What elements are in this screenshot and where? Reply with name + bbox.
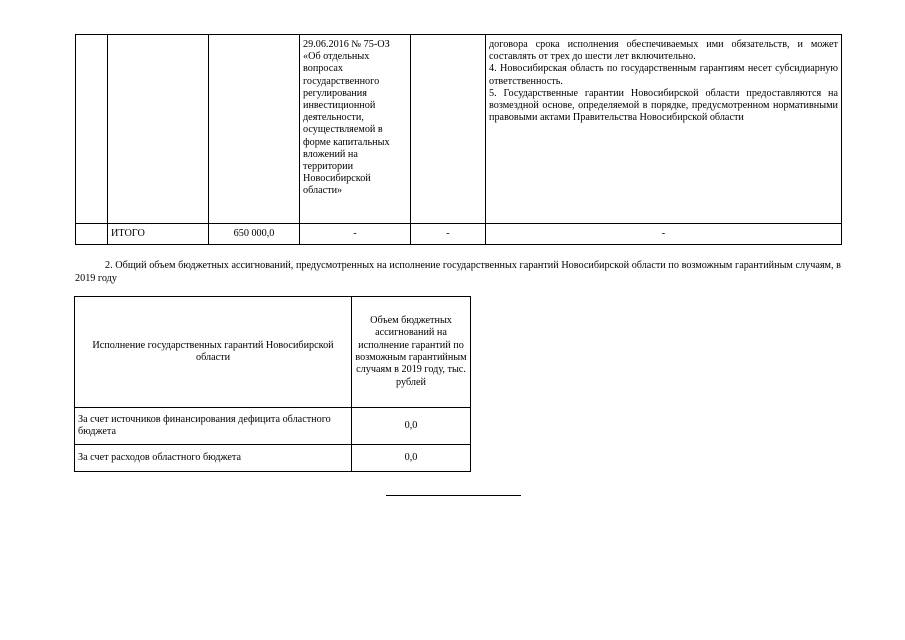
total-dash: - bbox=[486, 224, 842, 245]
table-header-row bbox=[75, 297, 471, 408]
total-amount: 650 000,0 bbox=[209, 224, 300, 245]
row-label: За счет источников финансирования дефицита областного бюджета bbox=[75, 408, 352, 445]
total-label: ИТОГО bbox=[108, 224, 209, 245]
header-guarantee-execution: Исполнение государственных гарантий Новосибирской области bbox=[75, 297, 352, 408]
table-cell-empty bbox=[411, 35, 486, 224]
row-value: 0,0 bbox=[352, 445, 471, 472]
table-row bbox=[75, 445, 471, 472]
table-cell-number bbox=[76, 35, 108, 224]
table-cell-principal bbox=[108, 35, 209, 224]
table-cell-legal-basis: 29.06.2016 № 75-ОЗ «Об отдельных вопросах государственного регулирования инвестиционной деятельности, осуществляемой в форме капитальных вложений на территории Новосибирской области» bbox=[300, 35, 411, 224]
guarantees-table-continuation bbox=[75, 34, 842, 245]
total-row bbox=[76, 224, 842, 245]
row-label: За счет расходов областного бюджета bbox=[75, 445, 352, 472]
conditions-text-2: 4. Новосибирская область по государственным гарантиям несет субсидиарную ответственность. bbox=[489, 63, 838, 87]
conditions-text-1: договора срока исполнения обеспечиваемых ими обязательств, и может составлять от трех до шести лет включительно. bbox=[489, 39, 838, 63]
budget-allocations-table bbox=[74, 296, 471, 472]
table-row bbox=[76, 35, 842, 224]
table-cell-conditions bbox=[486, 35, 842, 224]
conditions-text-3: 5. Государственные гарантии Новосибирской области предоставляются на возмездной основе, определяемой в порядке, предусмотренном нормативными правовыми актами Правительства Новосибирской области bbox=[489, 87, 838, 124]
paragraph-2: 2. Общий объем бюджетных ассигнований, предусмотренных на исполнение государственных гарантий Новосибирской области по возможным гарантийным случаям, в 2019 году bbox=[75, 260, 841, 284]
end-separator-line bbox=[386, 495, 521, 496]
table-row bbox=[75, 408, 471, 445]
total-dash: - bbox=[411, 224, 486, 245]
row-value: 0,0 bbox=[352, 408, 471, 445]
header-allocation-volume: Объем бюджетных ассигнований на исполнение гарантий по возможным гарантийным случаям в 2019 году, тыс. рублей bbox=[352, 297, 471, 408]
table-cell-empty bbox=[76, 224, 108, 245]
table-cell-amount bbox=[209, 35, 300, 224]
total-dash: - bbox=[300, 224, 411, 245]
